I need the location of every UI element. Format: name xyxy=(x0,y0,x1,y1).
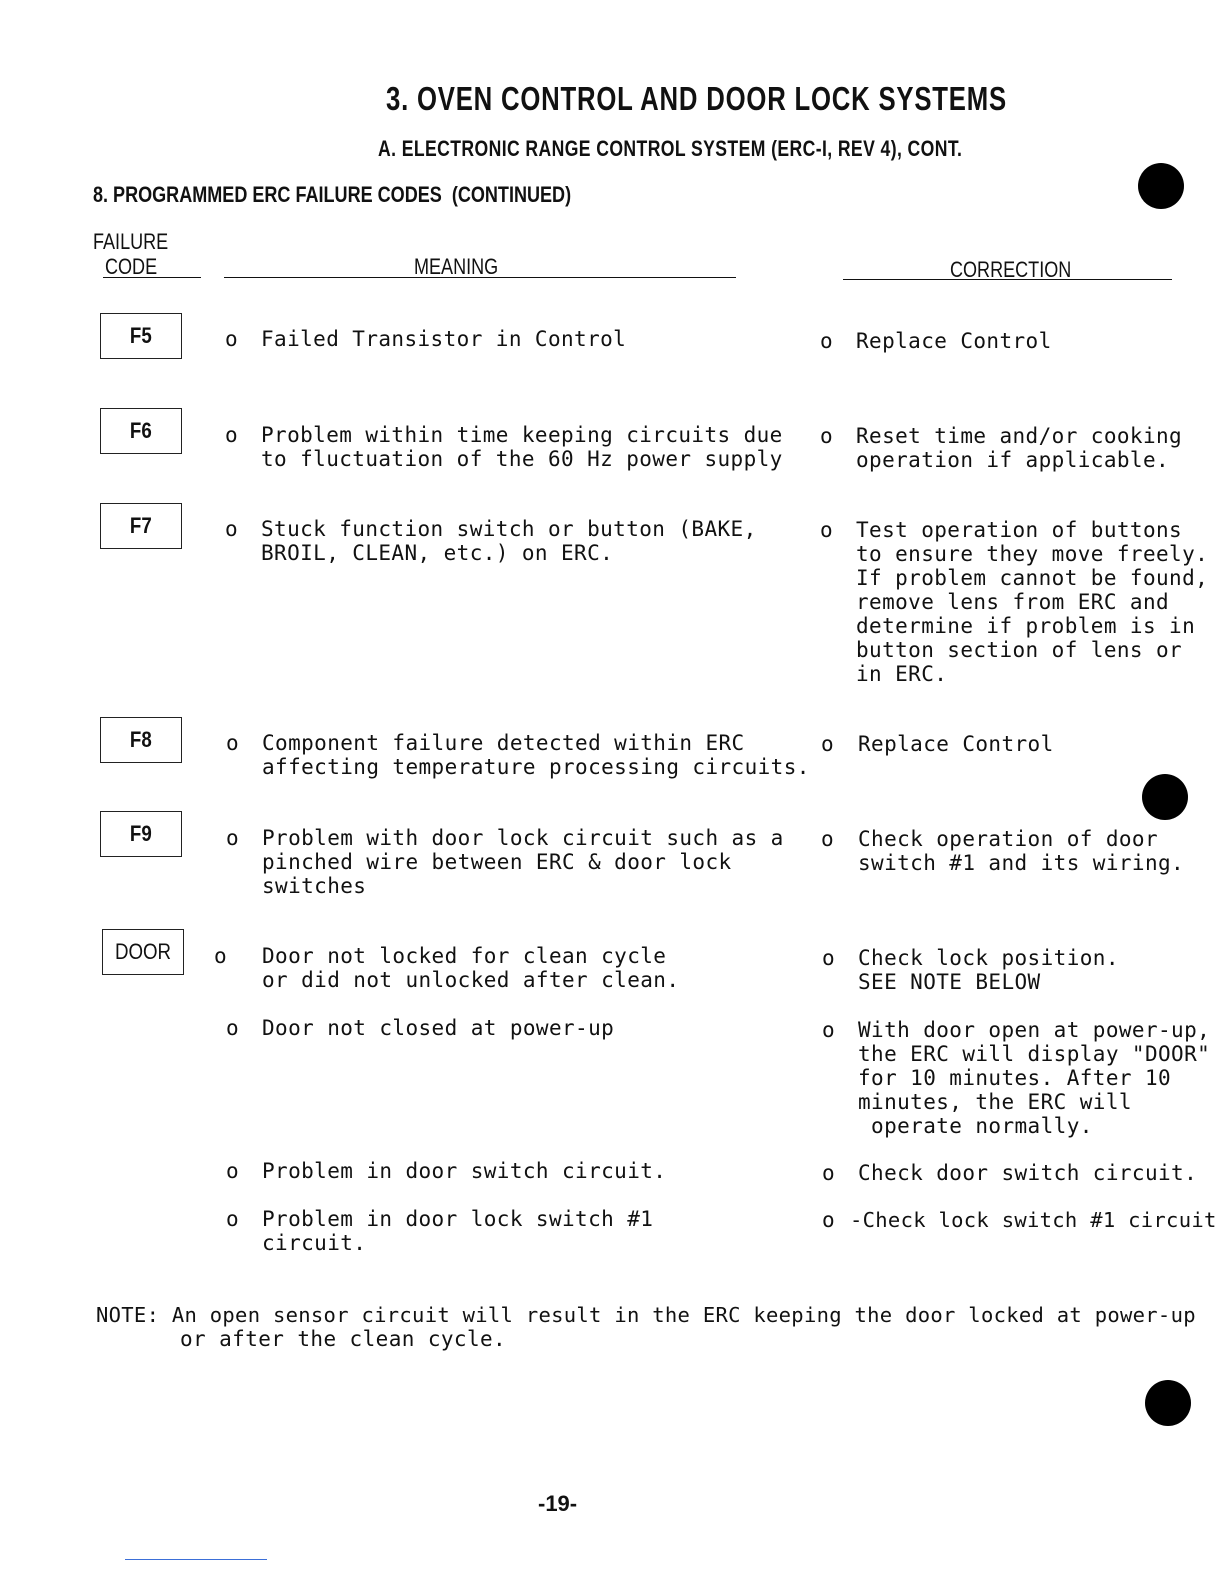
failure-code-box xyxy=(100,408,182,454)
correction-text: -Check lock switch #1 circuit xyxy=(850,1208,1217,1232)
meaning-bullet: o xyxy=(226,1207,240,1231)
correction-bullet: o xyxy=(821,827,835,851)
failure-code-box xyxy=(100,811,182,857)
column-header-code-line2: CODE xyxy=(105,254,158,279)
correction-bullet: o xyxy=(822,1161,836,1185)
section-title: 8. PROGRAMMED ERC FAILURE CODES (CONTINUED) xyxy=(93,182,572,207)
failure-code: F9 xyxy=(130,821,152,846)
correction-text: Check operation of door switch #1 and its wiring. xyxy=(858,827,1185,875)
page-title: 3. OVEN CONTROL AND DOOR LOCK SYSTEMS xyxy=(386,80,1007,117)
binder-hole-icon xyxy=(1145,1380,1191,1426)
meaning-bullet: o xyxy=(226,731,240,755)
correction-text: Replace Control xyxy=(856,329,1052,353)
correction-bullet: o xyxy=(820,329,834,353)
meaning-text: Problem in door lock switch #1 circuit. xyxy=(262,1207,654,1255)
meaning-bullet: o xyxy=(226,1159,240,1183)
meaning-text: Failed Transistor in Control xyxy=(261,327,627,351)
column-header-meaning: MEANING xyxy=(414,254,499,279)
failure-code: DOOR xyxy=(114,939,172,964)
column-header-code-rule xyxy=(103,277,201,278)
correction-bullet: o xyxy=(822,946,836,970)
failure-code-box xyxy=(100,503,182,549)
failure-code-box xyxy=(100,313,182,359)
meaning-bullet: o xyxy=(225,517,239,541)
correction-bullet: o xyxy=(822,1208,836,1232)
failure-code-box xyxy=(102,929,184,975)
correction-text: With door open at power-up, the ERC will display "DOOR" for 10 minutes. After 10 minutes, the ERC will operate normally. xyxy=(858,1018,1211,1138)
page-number: -19- xyxy=(538,1491,578,1516)
correction-text: Check door switch circuit. xyxy=(858,1161,1198,1185)
meaning-text: Stuck function switch or button (BAKE, BROIL, CLEAN, etc.) on ERC. xyxy=(261,517,757,565)
binder-hole-icon xyxy=(1142,774,1188,820)
divider xyxy=(125,1559,267,1560)
meaning-bullet: o xyxy=(225,423,239,447)
meaning-bullet: o xyxy=(226,826,240,850)
correction-text: Replace Control xyxy=(858,732,1054,756)
meaning-text: Door not closed at power-up xyxy=(262,1016,615,1040)
failure-code: F6 xyxy=(130,418,152,443)
meaning-text: Component failure detected within ERC affecting temperature processing circuits. xyxy=(262,731,810,779)
failure-code: F8 xyxy=(130,727,152,752)
meaning-bullet: o xyxy=(214,944,228,968)
column-header-correction: CORRECTION xyxy=(950,257,1072,282)
column-header-code-line1: FAILURE xyxy=(93,229,169,254)
meaning-bullet: o xyxy=(226,1016,240,1040)
failure-code: F7 xyxy=(130,513,152,538)
page-subtitle: A. ELECTRONIC RANGE CONTROL SYSTEM (ERC-I, REV 4), CONT. xyxy=(378,136,963,161)
correction-bullet: o xyxy=(821,732,835,756)
failure-code: F5 xyxy=(130,323,152,348)
correction-text: Reset time and/or cooking operation if applicable. xyxy=(856,424,1183,472)
column-header-meaning-rule xyxy=(224,277,736,278)
note-line-1: NOTE: An open sensor circuit will result in the ERC keeping the door locked at power-up xyxy=(96,1303,1196,1327)
meaning-text: Problem in door switch circuit. xyxy=(262,1159,667,1183)
correction-bullet: o xyxy=(822,1018,836,1042)
failure-code-box xyxy=(100,717,182,763)
note-line-2: or after the clean cycle. xyxy=(180,1327,507,1351)
column-header-correction-rule xyxy=(843,279,1172,280)
meaning-bullet: o xyxy=(225,327,239,351)
meaning-text: Door not locked for clean cycle or did not unlocked after clean. xyxy=(262,944,680,992)
correction-bullet: o xyxy=(820,518,834,542)
correction-text: Check lock position. SEE NOTE BELOW xyxy=(858,946,1119,994)
correction-text: Test operation of buttons to ensure they move freely. If problem cannot be found, remove lens from ERC and determine if problem is in button section of lens or in ERC. xyxy=(856,518,1209,686)
correction-bullet: o xyxy=(820,424,834,448)
binder-hole-icon xyxy=(1138,163,1184,209)
meaning-text: Problem with door lock circuit such as a pinched wire between ERC & door lock switches xyxy=(262,826,784,898)
meaning-text: Problem within time keeping circuits due to fluctuation of the 60 Hz power supply xyxy=(261,423,783,471)
